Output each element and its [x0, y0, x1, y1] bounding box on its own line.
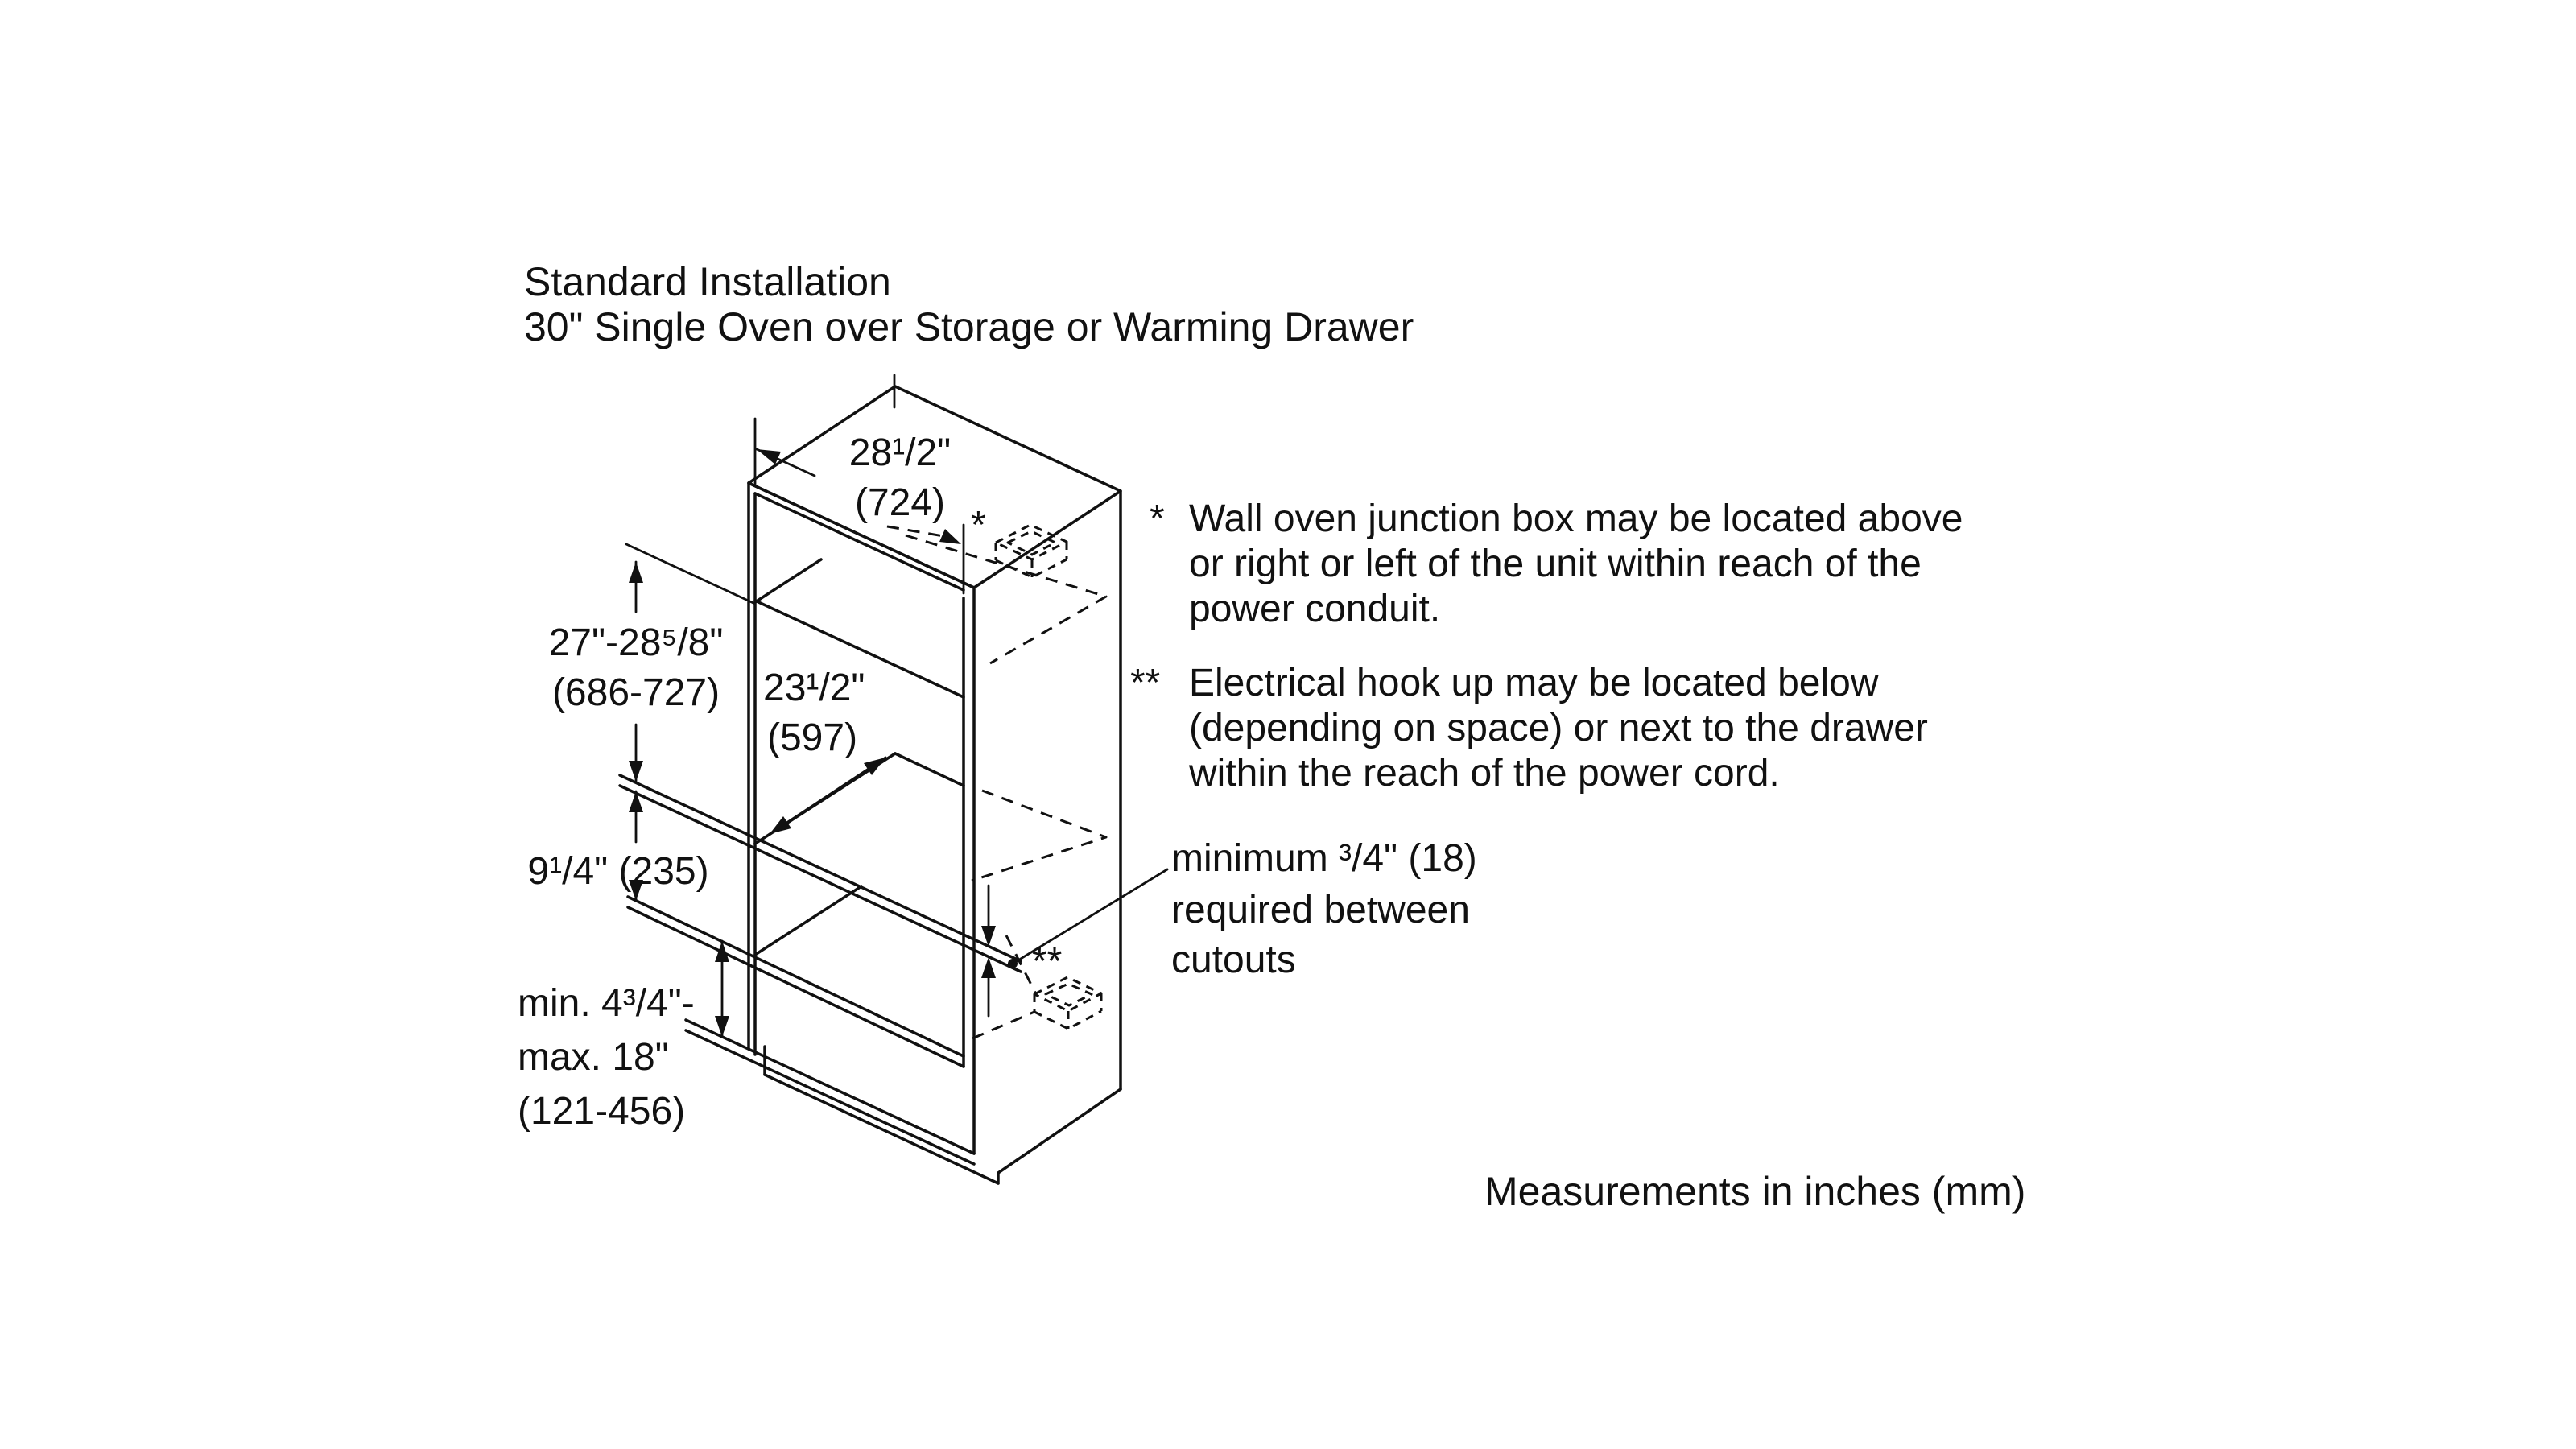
note-electrical-hookup — [1130, 662, 1928, 795]
cutout-width-mm-label: (724) — [854, 481, 946, 524]
bottom-clearance-line-3: (121-456) — [518, 1090, 686, 1133]
bottom-clearance-line-2: max. 18" — [518, 1036, 669, 1079]
note-junction-line-3: power conduit. — [1189, 588, 1441, 630]
dim-oven-cutout-height — [549, 544, 755, 782]
oven-height-inches-label: 27"-28⁵/8" — [548, 621, 724, 664]
note-junction-line-2: or right or left of the unit within reach of the — [1189, 543, 1922, 585]
junction-box-dashed — [971, 504, 1067, 577]
drawer-floor-left-edge — [755, 886, 861, 955]
note-junction-box — [1150, 497, 1963, 630]
hookup-box-dashed — [1032, 940, 1101, 1029]
junction-box-asterisk: * — [971, 504, 986, 547]
note-electrical-line-2: (depending on space) or next to the drawer — [1189, 707, 1928, 749]
width-left-arrowhead — [757, 449, 781, 464]
conduit-lower-path — [972, 791, 1106, 881]
side-bottom-edge — [998, 1089, 1121, 1173]
width-right-arrowhead — [939, 529, 961, 544]
width-right-arrow-shaft — [887, 526, 943, 536]
note-electrical-marker: ** — [1130, 662, 1161, 704]
oven-floor-back-edge — [895, 753, 964, 786]
drawer-height-label: 9¹/4" (235) — [527, 850, 709, 893]
note-electrical-line-1: Electrical hook up may be located below — [1189, 662, 1879, 704]
conduit-upper-path — [906, 535, 1106, 663]
note-electrical-line-3: within the reach of the power cord. — [1189, 752, 1780, 795]
oven-ceiling-edge — [755, 559, 821, 602]
dim-drawer-cutout-height — [527, 791, 708, 901]
units-footer: Measurements in inches (mm) — [1484, 1169, 2026, 1214]
note-junction-line-1: Wall oven junction box may be located above — [1189, 497, 1963, 540]
hookup-box-depth — [1034, 993, 1101, 1029]
oven-height-mm-label: (686-727) — [551, 671, 720, 714]
title-line-2: 30" Single Oven over Storage or Warming Drawer — [524, 304, 1414, 349]
depth-mm-label: (597) — [767, 716, 858, 759]
conduit-path-dashed — [906, 535, 1106, 1038]
cutout-width-inches-label: 28¹/2" — [848, 431, 952, 474]
dim-cutout-depth — [763, 667, 886, 834]
oven-dim-down-arrowhead — [629, 761, 643, 782]
note-min-gap — [1171, 837, 1477, 981]
oven-dim-up-arrowhead — [629, 562, 643, 583]
title-block — [524, 259, 1414, 349]
depth-inches-label: 23¹/2" — [763, 667, 865, 709]
bottom-clearance-line-1: min. 4³/4"- — [518, 982, 695, 1025]
note-gap-line-2: required between — [1171, 889, 1470, 931]
hookup-box-asterisks: ** — [1032, 940, 1063, 983]
conduit-link-drawer-to-box — [972, 1012, 1034, 1038]
gap-leader-line — [1013, 869, 1167, 964]
note-gap-line-3: cutouts — [1171, 939, 1296, 981]
note-gap-line-1: minimum ³/4" (18) — [1171, 837, 1477, 880]
title-line-1: Standard Installation — [524, 259, 891, 304]
note-junction-marker: * — [1150, 497, 1165, 540]
depth-arrowhead-front — [770, 816, 791, 834]
base-bottom-edge — [765, 1075, 998, 1183]
oven-top-ext-line — [626, 544, 755, 604]
